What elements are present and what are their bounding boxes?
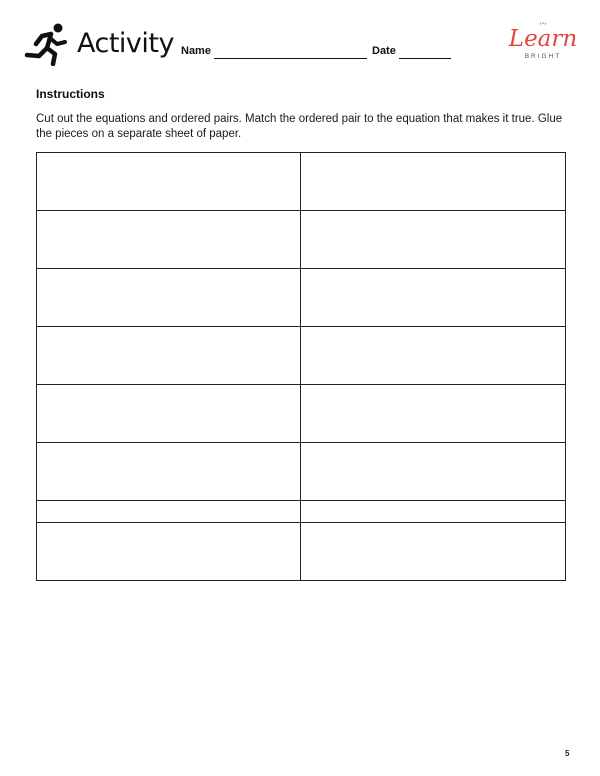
page-number: 5 (565, 749, 570, 758)
logo-subtext: BRIGHT (524, 53, 562, 60)
table-row (37, 443, 566, 501)
table-row (37, 269, 566, 327)
equation-cell[interactable] (37, 523, 301, 581)
name-field-line[interactable] (214, 58, 367, 59)
table-row (37, 327, 566, 385)
table-row (37, 523, 566, 581)
equation-cell[interactable] (37, 211, 301, 269)
activity-title: Activity (77, 28, 174, 59)
page-header (0, 0, 600, 80)
date-field-line[interactable] (399, 58, 451, 59)
table-row (37, 501, 566, 523)
instructions-heading: Instructions (36, 87, 105, 101)
ordered-pair-cell[interactable] (301, 385, 566, 443)
equation-cell[interactable] (37, 385, 301, 443)
table-row (37, 385, 566, 443)
logo-text: Learn (508, 26, 578, 52)
date-label: Date (372, 45, 396, 57)
ordered-pair-cell[interactable] (301, 211, 566, 269)
matching-table (36, 152, 566, 581)
ordered-pair-cell[interactable] (301, 501, 566, 523)
equation-cell[interactable] (37, 327, 301, 385)
table-row (37, 211, 566, 269)
equation-cell[interactable] (37, 443, 301, 501)
ordered-pair-cell[interactable] (301, 523, 566, 581)
equation-cell[interactable] (37, 269, 301, 327)
equation-cell[interactable] (37, 501, 301, 523)
table-row (37, 153, 566, 211)
instructions-text: Cut out the equations and ordered pairs. Match the ordered pair to the equation that makes it true. Glue the pieces on a separate sheet of paper. (36, 113, 563, 140)
ordered-pair-cell[interactable] (301, 443, 566, 501)
running-person-icon (22, 22, 70, 66)
equation-cell[interactable] (37, 153, 301, 211)
ordered-pair-cell[interactable] (301, 327, 566, 385)
learn-bright-logo (505, 22, 581, 68)
name-label: Name (181, 45, 211, 57)
ordered-pair-cell[interactable] (301, 153, 566, 211)
ordered-pair-cell[interactable] (301, 269, 566, 327)
